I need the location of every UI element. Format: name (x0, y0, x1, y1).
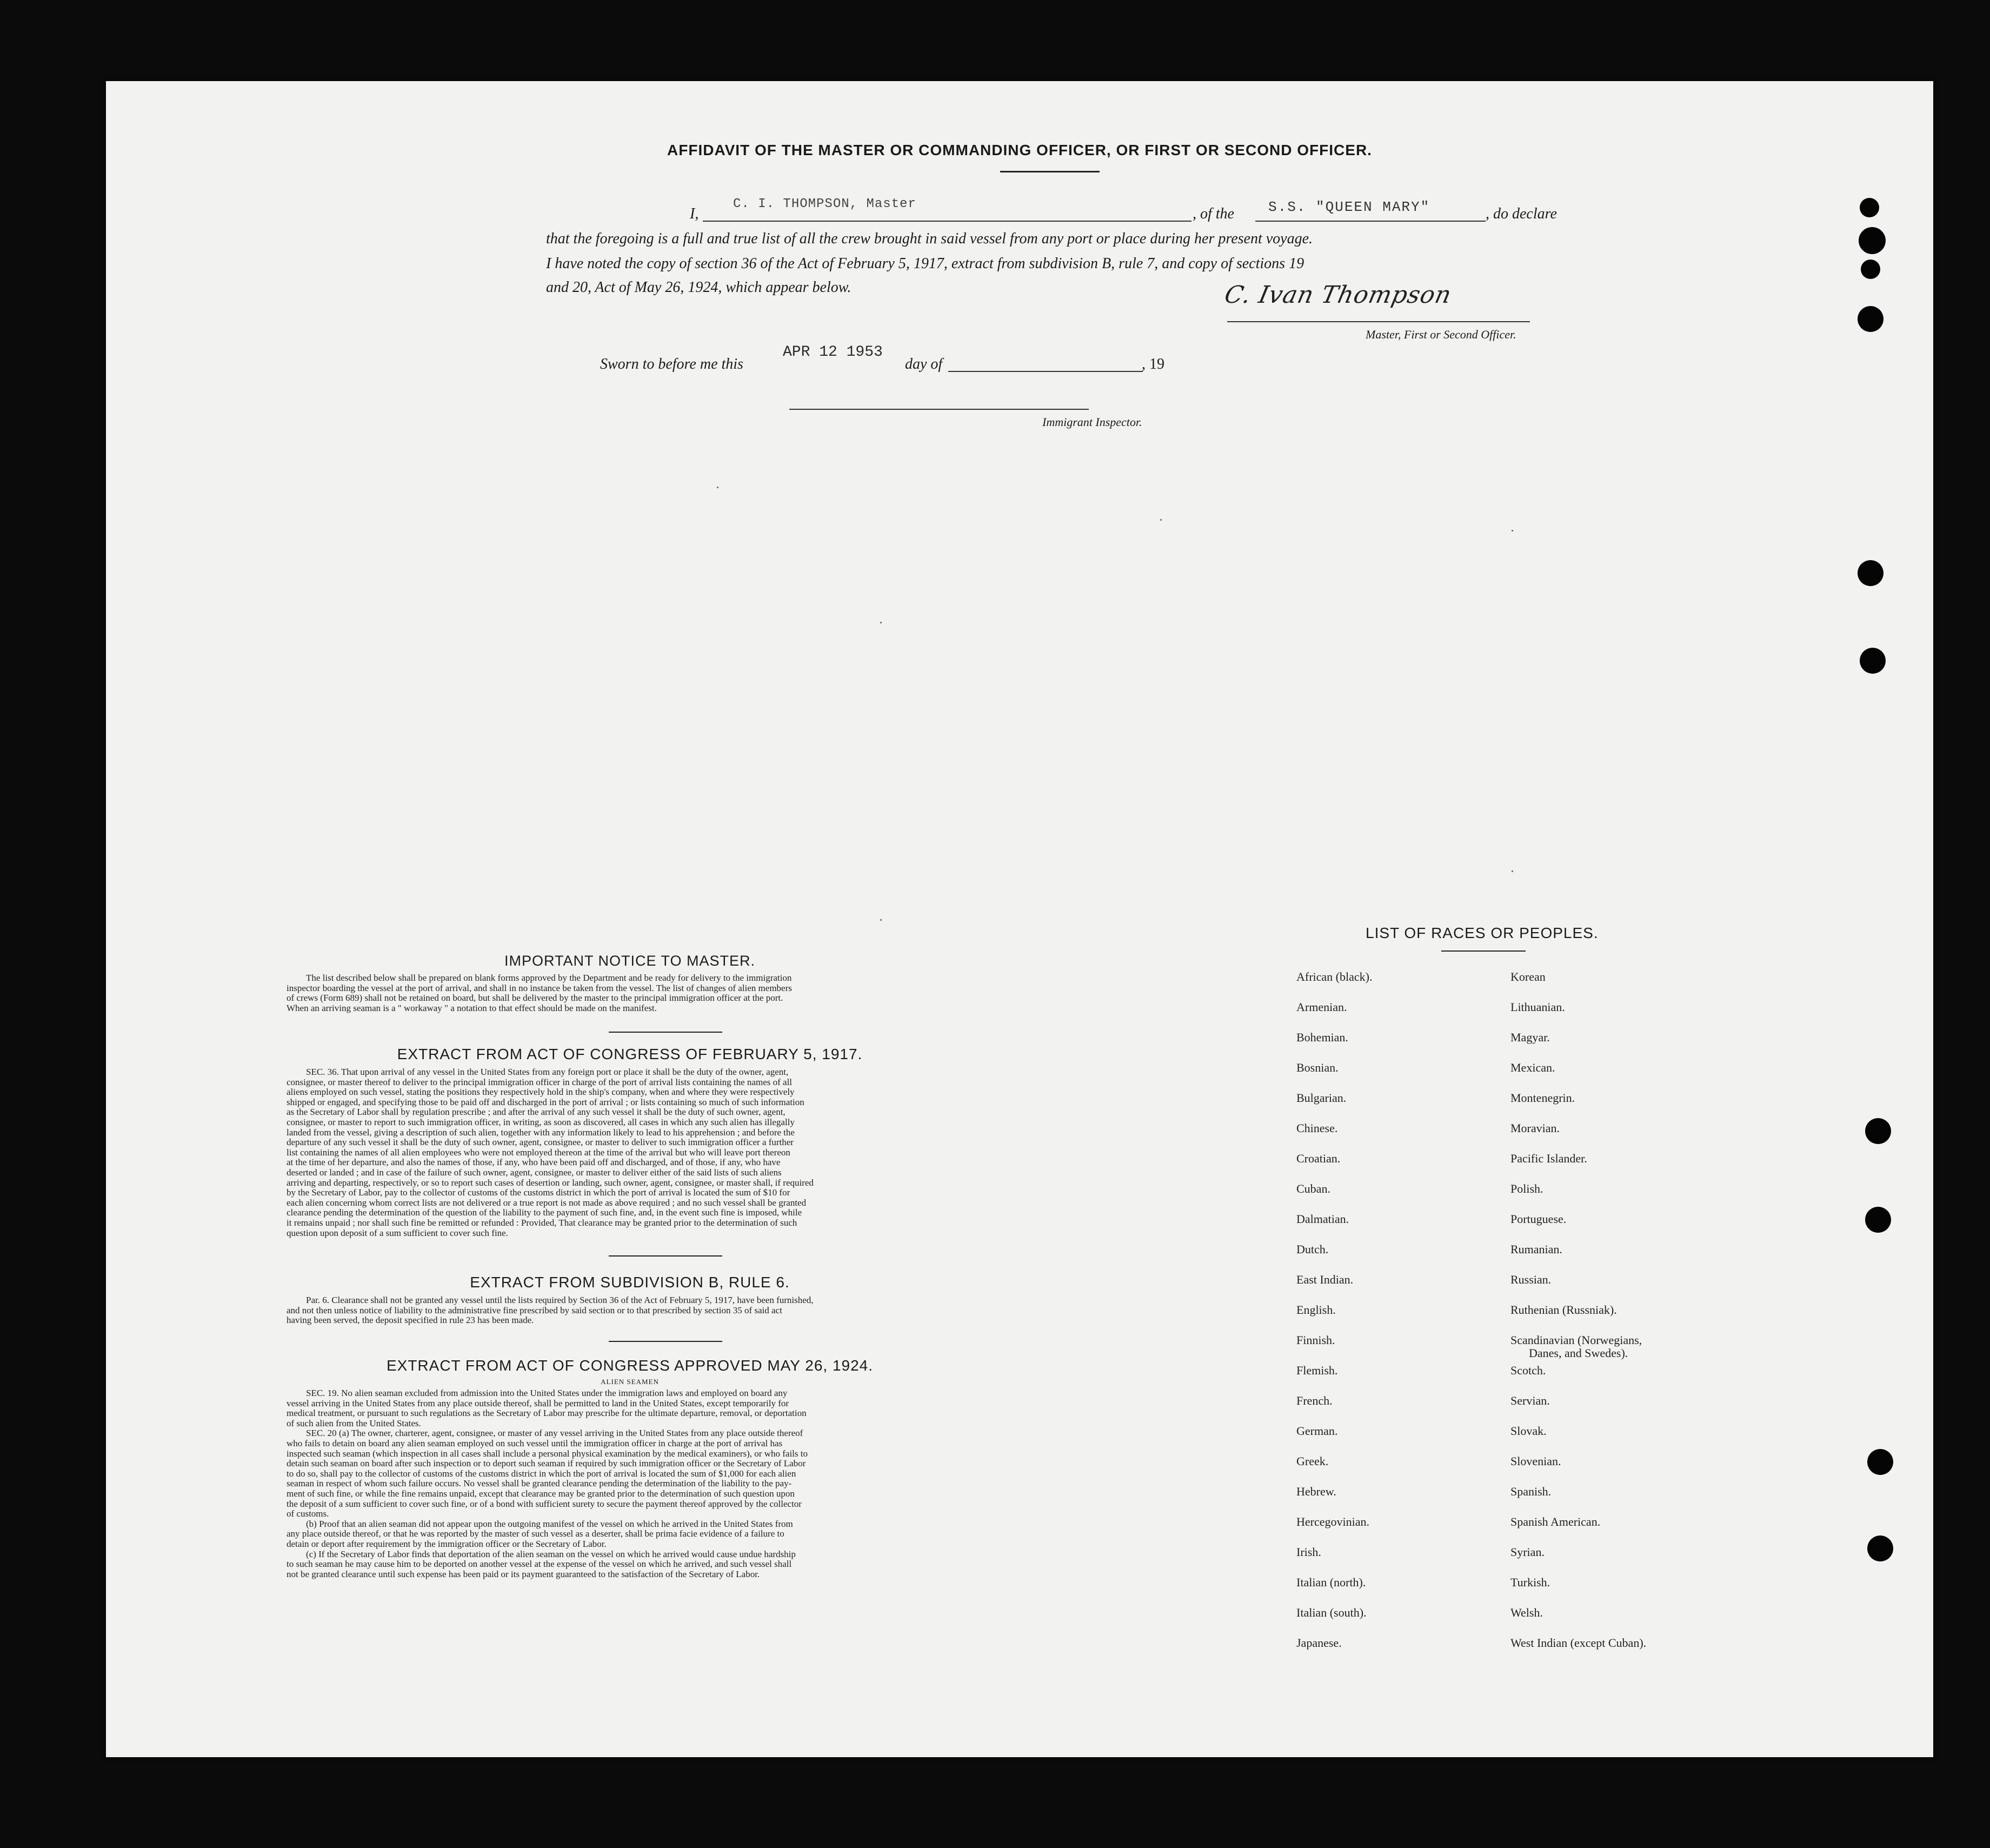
extract-line: each alien concerning whom correct lists are not delivered or a true report is not made as above required ; and no such vessel shall be granted (287, 1197, 807, 1208)
extract-line: by the Secretary of Labor, pay to the collector of customs of the customs district in which the port of arrival is located the sum of $10 for (287, 1187, 790, 1198)
extract-line: inspected such seaman (which inspection in all cases shall include a personal physical examination by the medical examiners), or who fails to (287, 1448, 808, 1459)
race-item: Dutch. (1296, 1242, 1329, 1256)
notice-body (287, 973, 973, 1013)
day-of-label: day of (905, 356, 943, 373)
title-underline (1000, 171, 1100, 172)
extract-line: who fails to detain on board any alien seaman employed on such vessel until the immigration officer in charge at the port of arrival has (287, 1438, 783, 1448)
race-item: Spanish. (1510, 1485, 1552, 1498)
race-item: Croatian. (1296, 1152, 1341, 1165)
punch-hole (1865, 1207, 1891, 1233)
race-item: Lithuanian. (1510, 1000, 1565, 1014)
race-item: Japanese. (1296, 1636, 1342, 1650)
extract-line: medical treatment, or pursuant to such regulations as the Secretary of Labor may prescribe for the ultimate departure, removal, or deportation (287, 1408, 807, 1419)
race-item: English. (1296, 1303, 1336, 1317)
extract-line: SEC. 20 (a) The owner, charterer, agent, consignee, or master of any vessel arriving in the United States from any place outside thereof (306, 1428, 803, 1439)
extract-line: consignee, or master thereof to deliver to the principal immigration officer in charge of the port of arrival lists containing the names of all (287, 1076, 793, 1087)
notice-line: When an arriving seaman is a " workaway " a notation to that effect should be made on the manifest. (287, 1002, 657, 1013)
race-item: Hercegovinian. (1296, 1515, 1369, 1528)
extract-line: to such seaman he may cause him to be deported on another vessel at the expense of the vessel on which he arrived, and such vessel shall (287, 1559, 792, 1570)
race-item: Magyar. (1510, 1031, 1550, 1044)
extract-line: as the Secretary of Labor shall by regulation prescribe ; and after the arrival of any such vessel it shall be the duty of such owner, agent, (287, 1107, 786, 1118)
race-item: Mexican. (1510, 1061, 1555, 1074)
extract-line: and not then unless notice of liability to the administrative fine prescribed by said section or to that prescribed by section 35 of said act (287, 1305, 782, 1315)
race-item: Greek. (1296, 1454, 1329, 1468)
of-the-label: , of the (1193, 205, 1234, 222)
extract-1924-body (287, 1388, 973, 1579)
extract-line: deserted or landed ; and in case of the failure of such owner, agent, consignee, or master to deliver either of the said lists of such aliens (287, 1167, 782, 1178)
race-item: Montenegrin. (1510, 1091, 1575, 1105)
race-item: West Indian (except Cuban). (1510, 1636, 1647, 1650)
extract-line: consignee, or master to report to such immigration officer, in writing, as soon as discovered, all cases in which any such alien has illegally (287, 1116, 795, 1127)
extract-line: seaman in respect of whom such failure occurs. No vessel shall be granted clearance pending the determination of the liability to the pay- (287, 1478, 792, 1489)
do-declare-label: , do declare (1486, 205, 1557, 222)
extract-1917-body (287, 1067, 973, 1238)
extract-line: of customs. (287, 1508, 329, 1519)
race-item: Moravian. (1510, 1121, 1560, 1135)
extract-line: it remains unpaid ; nor shall such fine be remitted or refunded : Provided, That clearance may be granted prior to the determination of such (287, 1217, 797, 1228)
extract-line: detain such seaman on board after such inspection or to deport such seaman if required by such immigration officer or the Secretary of Labor (287, 1458, 806, 1469)
extract-rule6-body (287, 1295, 973, 1326)
affidavit-title: AFFIDAVIT OF THE MASTER OR COMMANDING OFFICER, OR FIRST OR SECOND OFFICER. (667, 142, 1372, 158)
extract-line: clearance pending the determination of the question of the liability to the payment of such fine, and, in the event such fine is imposed, while (287, 1207, 802, 1218)
extract-line: vessel arriving in the United States from any place outside thereof, shall be permitted to land in the United States, except temporarily for (287, 1398, 789, 1408)
punch-hole (1858, 306, 1883, 332)
extract-line: ment of such fine, or while the fine remains unpaid, except that clearance may be granted prior to the determination of such question upon (287, 1488, 795, 1499)
master-name-field: C. I. THOMPSON, Master (733, 197, 916, 211)
notice-line: of crews (Form 689) shall not be retained on board, but shall be delivered by the master to the principal immigration officer at the port. (287, 993, 783, 1003)
races-title-underline (1441, 950, 1526, 952)
race-item: Hebrew. (1296, 1485, 1336, 1498)
race-item: Slovak. (1510, 1424, 1547, 1438)
race-item: Dalmatian. (1296, 1212, 1349, 1226)
sworn-date-stamp: APR 12 1953 (783, 344, 883, 361)
master-signature: C. Ivan Thompson (1222, 281, 1454, 309)
inspector-label: Immigrant Inspector. (1042, 415, 1142, 429)
punch-hole (1865, 1118, 1891, 1144)
extract-line: departure of any such vessel it shall be the duty of such owner, agent, consignee, or master to deliver to such immigration officer a further (287, 1137, 794, 1148)
extract-rule6-title: EXTRACT FROM SUBDIVISION B, RULE 6. (470, 1274, 790, 1291)
notice-title: IMPORTANT NOTICE TO MASTER. (504, 953, 756, 969)
race-item: African (black). (1296, 970, 1373, 983)
extract-line: (c) If the Secretary of Labor finds that deportation of the alien seaman on the vessel on which he arrived would cause undue hardship (306, 1548, 796, 1559)
section-divider (609, 1255, 722, 1257)
race-item: German. (1296, 1424, 1338, 1438)
extract-1917-title: EXTRACT FROM ACT OF CONGRESS OF FEBRUARY 5, 1917. (397, 1046, 863, 1062)
extract-line: shipped or engaged, and specifying those to be paid off and discharged in the port of arrival ; or lists containing so much of such information (287, 1096, 804, 1107)
extract-line: arriving and departing, respectively, or so to report such cases of desertion or landing, such owner, agent, consignee, or master shall, if required (287, 1177, 814, 1188)
race-item: Italian (north). (1296, 1576, 1366, 1589)
year-label: , 19 (1142, 356, 1164, 373)
extract-line: SEC. 36. That upon arrival of any vessel in the United States from any foreign port or place it shall be the duty of the owner, agent, (306, 1067, 789, 1077)
extract-line: (b) Proof that an alien seaman did not appear upon the outgoing manifest of the vessel on which he arrived in the United States from (306, 1518, 793, 1529)
race-item: French. (1296, 1394, 1333, 1407)
master-name-line (703, 221, 1192, 222)
race-item: Cuban. (1296, 1182, 1330, 1195)
signature-line (1227, 321, 1530, 322)
race-item: Flemish. (1296, 1364, 1338, 1377)
race-item: Welsh. (1510, 1606, 1543, 1619)
races-title: LIST OF RACES OR PEOPLES. (1366, 925, 1599, 941)
punch-hole (1861, 260, 1880, 279)
race-item: Bulgarian. (1296, 1091, 1347, 1105)
race-item: Slovenian. (1510, 1454, 1561, 1468)
punch-hole (1859, 227, 1886, 254)
punch-hole (1860, 198, 1879, 217)
vessel-line (1255, 221, 1486, 222)
race-item: Bosnian. (1296, 1061, 1339, 1074)
race-item: East Indian. (1296, 1273, 1354, 1286)
race-item: Chinese. (1296, 1121, 1338, 1135)
race-item: Scandinavian (Norwegians, (1510, 1333, 1642, 1347)
extract-line: of such alien from the United States. (287, 1418, 421, 1428)
race-item: Italian (south). (1296, 1606, 1367, 1619)
extract-line: question upon deposit of a sum sufficient to cover such fine. (287, 1227, 508, 1238)
race-item: Bohemian. (1296, 1031, 1348, 1044)
race-item: Ruthenian (Russniak). (1510, 1303, 1617, 1317)
race-item: Korean (1510, 970, 1546, 983)
extract-line: the deposit of a sum sufficient to cover such fine, or of a bond with sufficient surety to secure the payment thereof approved by the collector (287, 1498, 802, 1509)
extract-line: SEC. 19. No alien seaman excluded from admission into the United States under the immigration laws and employed on board any (306, 1388, 788, 1398)
extract-line: any place outside thereof, or that he was reported by the master of such vessel as a deserter, shall be prima facie evidence of a failure to (287, 1528, 784, 1539)
extract-line: list containing the names of all alien employees who were not employed thereon at the time of the arrival but who will leave port thereon (287, 1147, 790, 1158)
race-item: Scotch. (1510, 1364, 1546, 1377)
punch-hole (1860, 648, 1886, 674)
affidavit-i-label: I, (690, 205, 699, 222)
race-item: Irish. (1296, 1545, 1321, 1559)
race-item: Polish. (1510, 1182, 1543, 1195)
extract-line: detain or deport after requirement by the immigration officer or the Secretary of Labor. (287, 1538, 607, 1549)
race-item: Syrian. (1510, 1545, 1545, 1559)
extract-1924-title: EXTRACT FROM ACT OF CONGRESS APPROVED MAY 26, 1924. (386, 1357, 874, 1374)
race-item: Turkish. (1510, 1576, 1550, 1589)
race-item: Russian. (1510, 1273, 1552, 1286)
extract-line: not be granted clearance until such expense has been paid or its payment guaranteed to the satisfaction of the Secretary of Labor. (287, 1568, 760, 1579)
punch-hole (1867, 1449, 1893, 1475)
extract-line: Par. 6. Clearance shall not be granted any vessel until the lists required by Section 36 of the Act of February 5, 1917, have been furnished, (306, 1295, 814, 1305)
race-item: Finnish. (1296, 1333, 1335, 1347)
race-item: Danes, and Swedes). (1529, 1346, 1628, 1360)
alien-seamen-subtitle: ALIEN SEAMEN (601, 1378, 659, 1386)
race-item: Rumanian. (1510, 1242, 1562, 1256)
extract-line: landed from the vessel, giving a description of such alien, together with any information likely to lead to his apprehension ; and before the (287, 1127, 795, 1138)
notice-line: inspector boarding the vessel at the port of arrival, and shall in no instance be taken from the vessel. The list of changes of alien members (287, 982, 792, 993)
punch-hole (1867, 1535, 1893, 1561)
section-divider (609, 1032, 722, 1033)
section-divider (609, 1341, 722, 1342)
affidavit-line-4: and 20, Act of May 26, 1924, which appear below. (546, 279, 851, 296)
extract-line: aliens employed on such vessel, stating the positions they respectively hold in the ship's company, when and where they were respectively (287, 1087, 795, 1098)
extract-line: having been served, the deposit specified in rule 23 has been made. (287, 1315, 534, 1326)
punch-hole (1858, 560, 1883, 586)
race-item: Armenian. (1296, 1000, 1347, 1014)
race-item: Spanish American. (1510, 1515, 1601, 1528)
extract-line: to do so, shall pay to the collector of customs of the customs district in which the port of arrival is located the sum of $1,000 for each alien (287, 1468, 796, 1479)
sworn-label: Sworn to before me this (600, 356, 743, 373)
race-item: Portuguese. (1510, 1212, 1567, 1226)
signer-label: Master, First or Second Officer. (1366, 328, 1516, 341)
race-item: Pacific Islander. (1510, 1152, 1587, 1165)
extract-line: at the time of her departure, and also the names of those, if any, who have been paid off and discharged, and of those, if any, who have (287, 1157, 781, 1168)
month-line (948, 371, 1143, 372)
vessel-name-field: S.S. "QUEEN MARY" (1268, 199, 1430, 215)
notice-line: The list described below shall be prepared on blank forms approved by the Department and be ready for delivery to the immigration (306, 973, 792, 983)
affidavit-line-2: that the foregoing is a full and true list of all the crew brought in said vessel from any port or place during her present voyage. (546, 230, 1313, 247)
inspector-line (789, 409, 1089, 410)
document-page (106, 81, 1933, 1757)
affidavit-line-3: I have noted the copy of section 36 of the Act of February 5, 1917, extract from subdivision B, rule 7, and copy of sections 19 (546, 255, 1305, 272)
race-item: Servian. (1510, 1394, 1550, 1407)
